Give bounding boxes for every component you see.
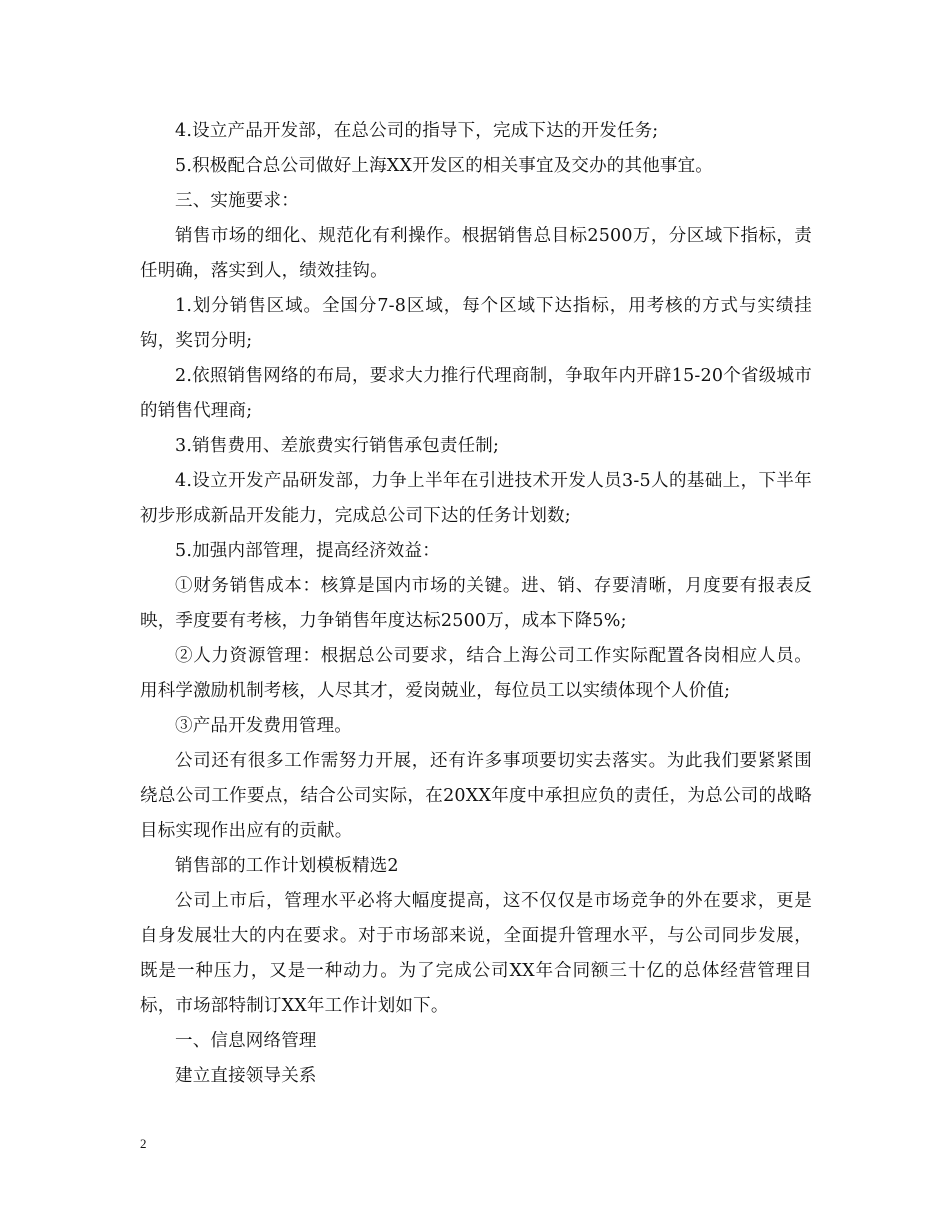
paragraph: 1.划分销售区域。全国分7-8区域，每个区域下达指标，用考核的方式与实绩挂钩，奖罚分明; (140, 296, 812, 351)
paragraph: 4.设立开发产品研发部，力争上半年在引进技术开发人员3-5人的基础上，下半年初步形成新品开发能力，完成总公司下达的任务计划数; (140, 471, 812, 526)
paragraph: 5.加强内部管理，提高经济效益： (175, 541, 440, 561)
paragraph: ②人力资源管理：根据总公司要求，结合上海公司工作实际配置各岗相应人员。用科学激励机制考核，人尽其才，爱岗兢业，每位员工以实绩体现个人价值; (140, 646, 812, 701)
paragraph: 销售部的工作计划模板精选2 (175, 856, 399, 876)
paragraph: 公司上市后，管理水平必将大幅度提高，这不仅仅是市场竞争的外在要求，更是自身发展壮大的内在要求。对于市场部来说，全面提升管理水平，与公司同步发展，既是一种压力，又是一种动力。为了完成公司XX年合同额三十亿的总体经营管理目标，市场部特制订XX年工作计划如下。 (140, 891, 812, 1016)
paragraph: 销售市场的细化、规范化有利操作。根据销售总目标2500万，分区域下指标，责任明确，落实到人，绩效挂钩。 (140, 226, 812, 281)
paragraph: 5.积极配合总公司做好上海XX开发区的相关事宜及交办的其他事宜。 (175, 156, 714, 176)
paragraph: 建立直接领导关系 (175, 1066, 317, 1086)
paragraph: ①财务销售成本：核算是国内市场的关键。进、销、存要清晰，月度要有报表反映，季度要有考核，力争销售年度达标2500万，成本下降5%; (140, 576, 812, 631)
paragraph: 公司还有很多工作需努力开展，还有许多事项要切实去落实。为此我们要紧紧围绕总公司工作要点，结合公司实际，在20XX年度中承担应负的责任，为总公司的战略目标实现作出应有的贡献。 (140, 751, 812, 841)
paragraph: 三、实施要求： (175, 191, 299, 211)
paragraph: 2.依照销售网络的布局，要求大力推行代理商制，争取年内开辟15-20个省级城市的销售代理商; (140, 366, 812, 421)
paragraph: 一、信息网络管理 (175, 1031, 317, 1051)
document-body (140, 114, 812, 1094)
paragraph: 3.销售费用、差旅费实行销售承包责任制; (175, 436, 500, 456)
page-number: 2 (140, 1136, 147, 1151)
paragraph: ③产品开发费用管理。 (175, 716, 352, 736)
paragraph: 4.设立产品开发部，在总公司的指导下，完成下达的开发任务; (175, 121, 659, 141)
